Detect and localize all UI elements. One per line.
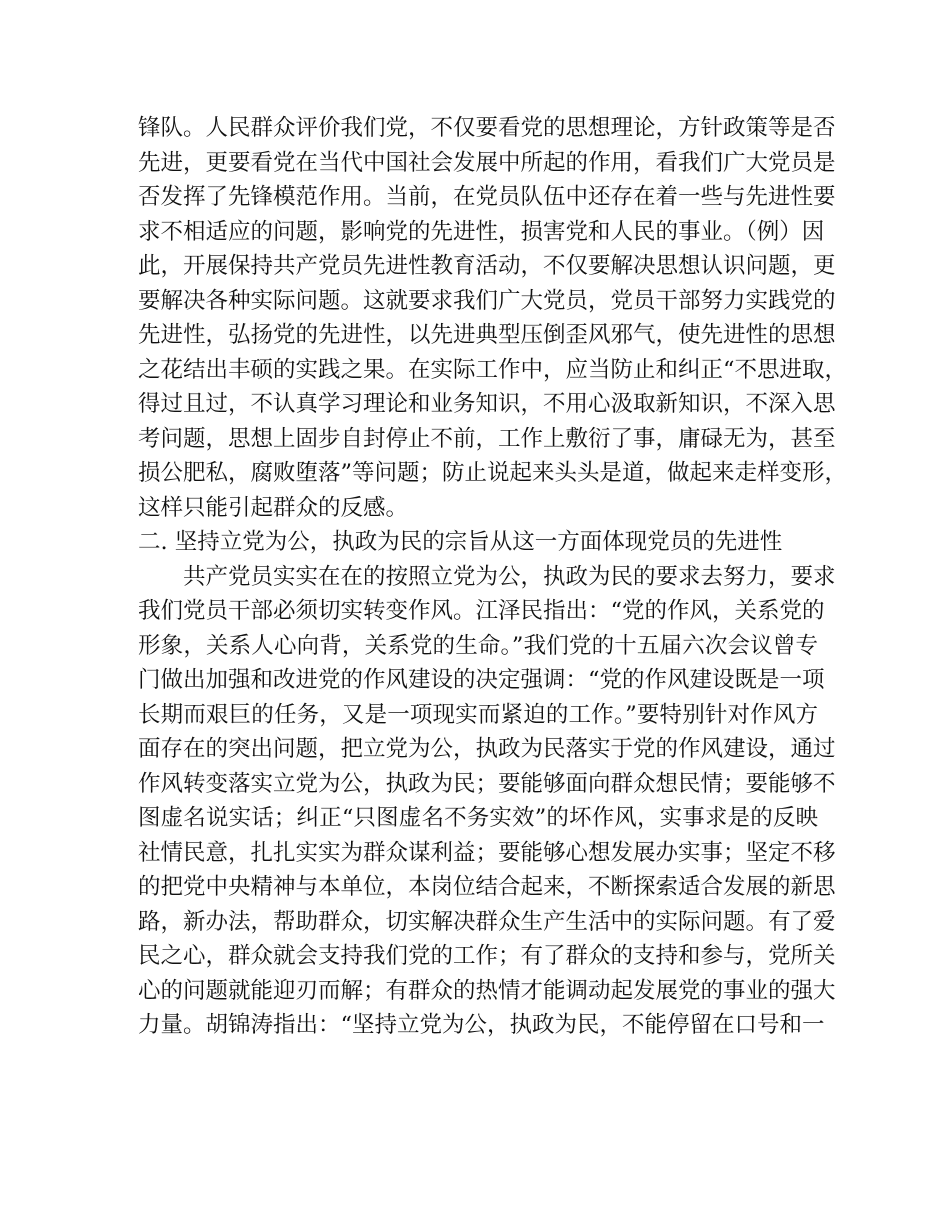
text-line: 心的问题就能迎刃而解；有群众的热情才能调动起发展党的事业的强大 — [138, 977, 836, 1004]
text-line: 否发挥了先锋模范作用。当前，在党员队伍中还存在着一些与先进性要 — [138, 184, 836, 210]
text-line: 作风转变落实立党为公，执政为民；要能够面向群众想民情；要能够不 — [138, 770, 836, 797]
text-line: 得过且过，不认真学习理论和业务知识，不用心汲取新知识，不深入思 — [138, 391, 836, 417]
text-line: 路，新办法，帮助群众，切实解决群众生产生活中的实际问题。有了爱 — [138, 908, 836, 935]
text-line: 损公肥私，腐败堕落”等问题；防止说起来头头是道，做起来走样变形， — [138, 460, 848, 486]
text-line: 民之心，群众就会支持我们党的工作；有了群众的支持和参与，党所关 — [138, 943, 836, 969]
text-line: 共产党员实实在在的按照立党为公，执政为民的要求去努力，要求 — [183, 563, 836, 590]
section-heading: 二. 坚持立党为公，执政为民的宗旨从这一方面体现党员的先进性 — [138, 529, 783, 555]
text-line: 先进性，弘扬党的先进性，以先进典型压倒歪风邪气，使先进性的思想 — [138, 322, 836, 348]
paragraph-section-two — [138, 560, 836, 1043]
text-line: 社情民意，扎扎实实为群众谋利益；要能够心想发展办实事；坚定不移 — [138, 839, 836, 866]
document-body — [138, 111, 848, 1043]
text-line: 此，开展保持共产党员先进性教育活动，不仅要解决思想认识问题，更 — [138, 253, 836, 279]
text-line: 形象，关系人心向背，关系党的生命。”我们党的十五届六次会议曾专 — [138, 632, 818, 659]
text-line: 考问题，思想上固步自封停止不前，工作上敷衍了事，庸碌无为，甚至 — [138, 425, 836, 452]
text-line: 门做出加强和改进党的作风建设的决定强调：“党的作风建设既是一项 — [138, 667, 825, 693]
text-line: 锋队。人民群众评价我们党，不仅要看党的思想理论，方针政策等是否 — [138, 115, 836, 141]
text-line: 的把党中央精神与本单位，本岗位结合起来，不断探索适合发展的新思 — [138, 874, 836, 900]
text-line: 我们党员干部必须切实转变作风。江泽民指出：“党的作风，关系党的 — [138, 598, 825, 624]
text-line: 面存在的突出问题，把立党为公，执政为民落实于党的作风建设，通过 — [138, 736, 836, 762]
text-line: 长期而艰巨的任务，又是一项现实而紧迫的工作。”要特别针对作风方 — [138, 701, 818, 728]
text-line: 图虚名说实话；纠正“只图虚名不务实效”的坏作风，实事求是的反映 — [138, 805, 818, 831]
text-line: 先进，更要看党在当代中国社会发展中所起的作用，看我们广大党员是 — [138, 149, 836, 176]
paragraph-continued — [138, 111, 848, 525]
text-line: 之花结出丰硕的实践之果。在实际工作中，应当防止和纠正“不思进取， — [138, 356, 848, 383]
text-line: 要解决各种实际问题。这就要求我们广大党员，党员干部努力实践党的 — [138, 287, 836, 314]
text-line: 求不相适应的问题，影响党的先进性，损害党和人民的事业。（例）因 — [138, 218, 825, 245]
text-line: 这样只能引起群众的反感。 — [138, 494, 409, 521]
text-line: 力量。胡锦涛指出：“坚持立党为公，执政为民，不能停留在口号和一 — [138, 1012, 825, 1038]
